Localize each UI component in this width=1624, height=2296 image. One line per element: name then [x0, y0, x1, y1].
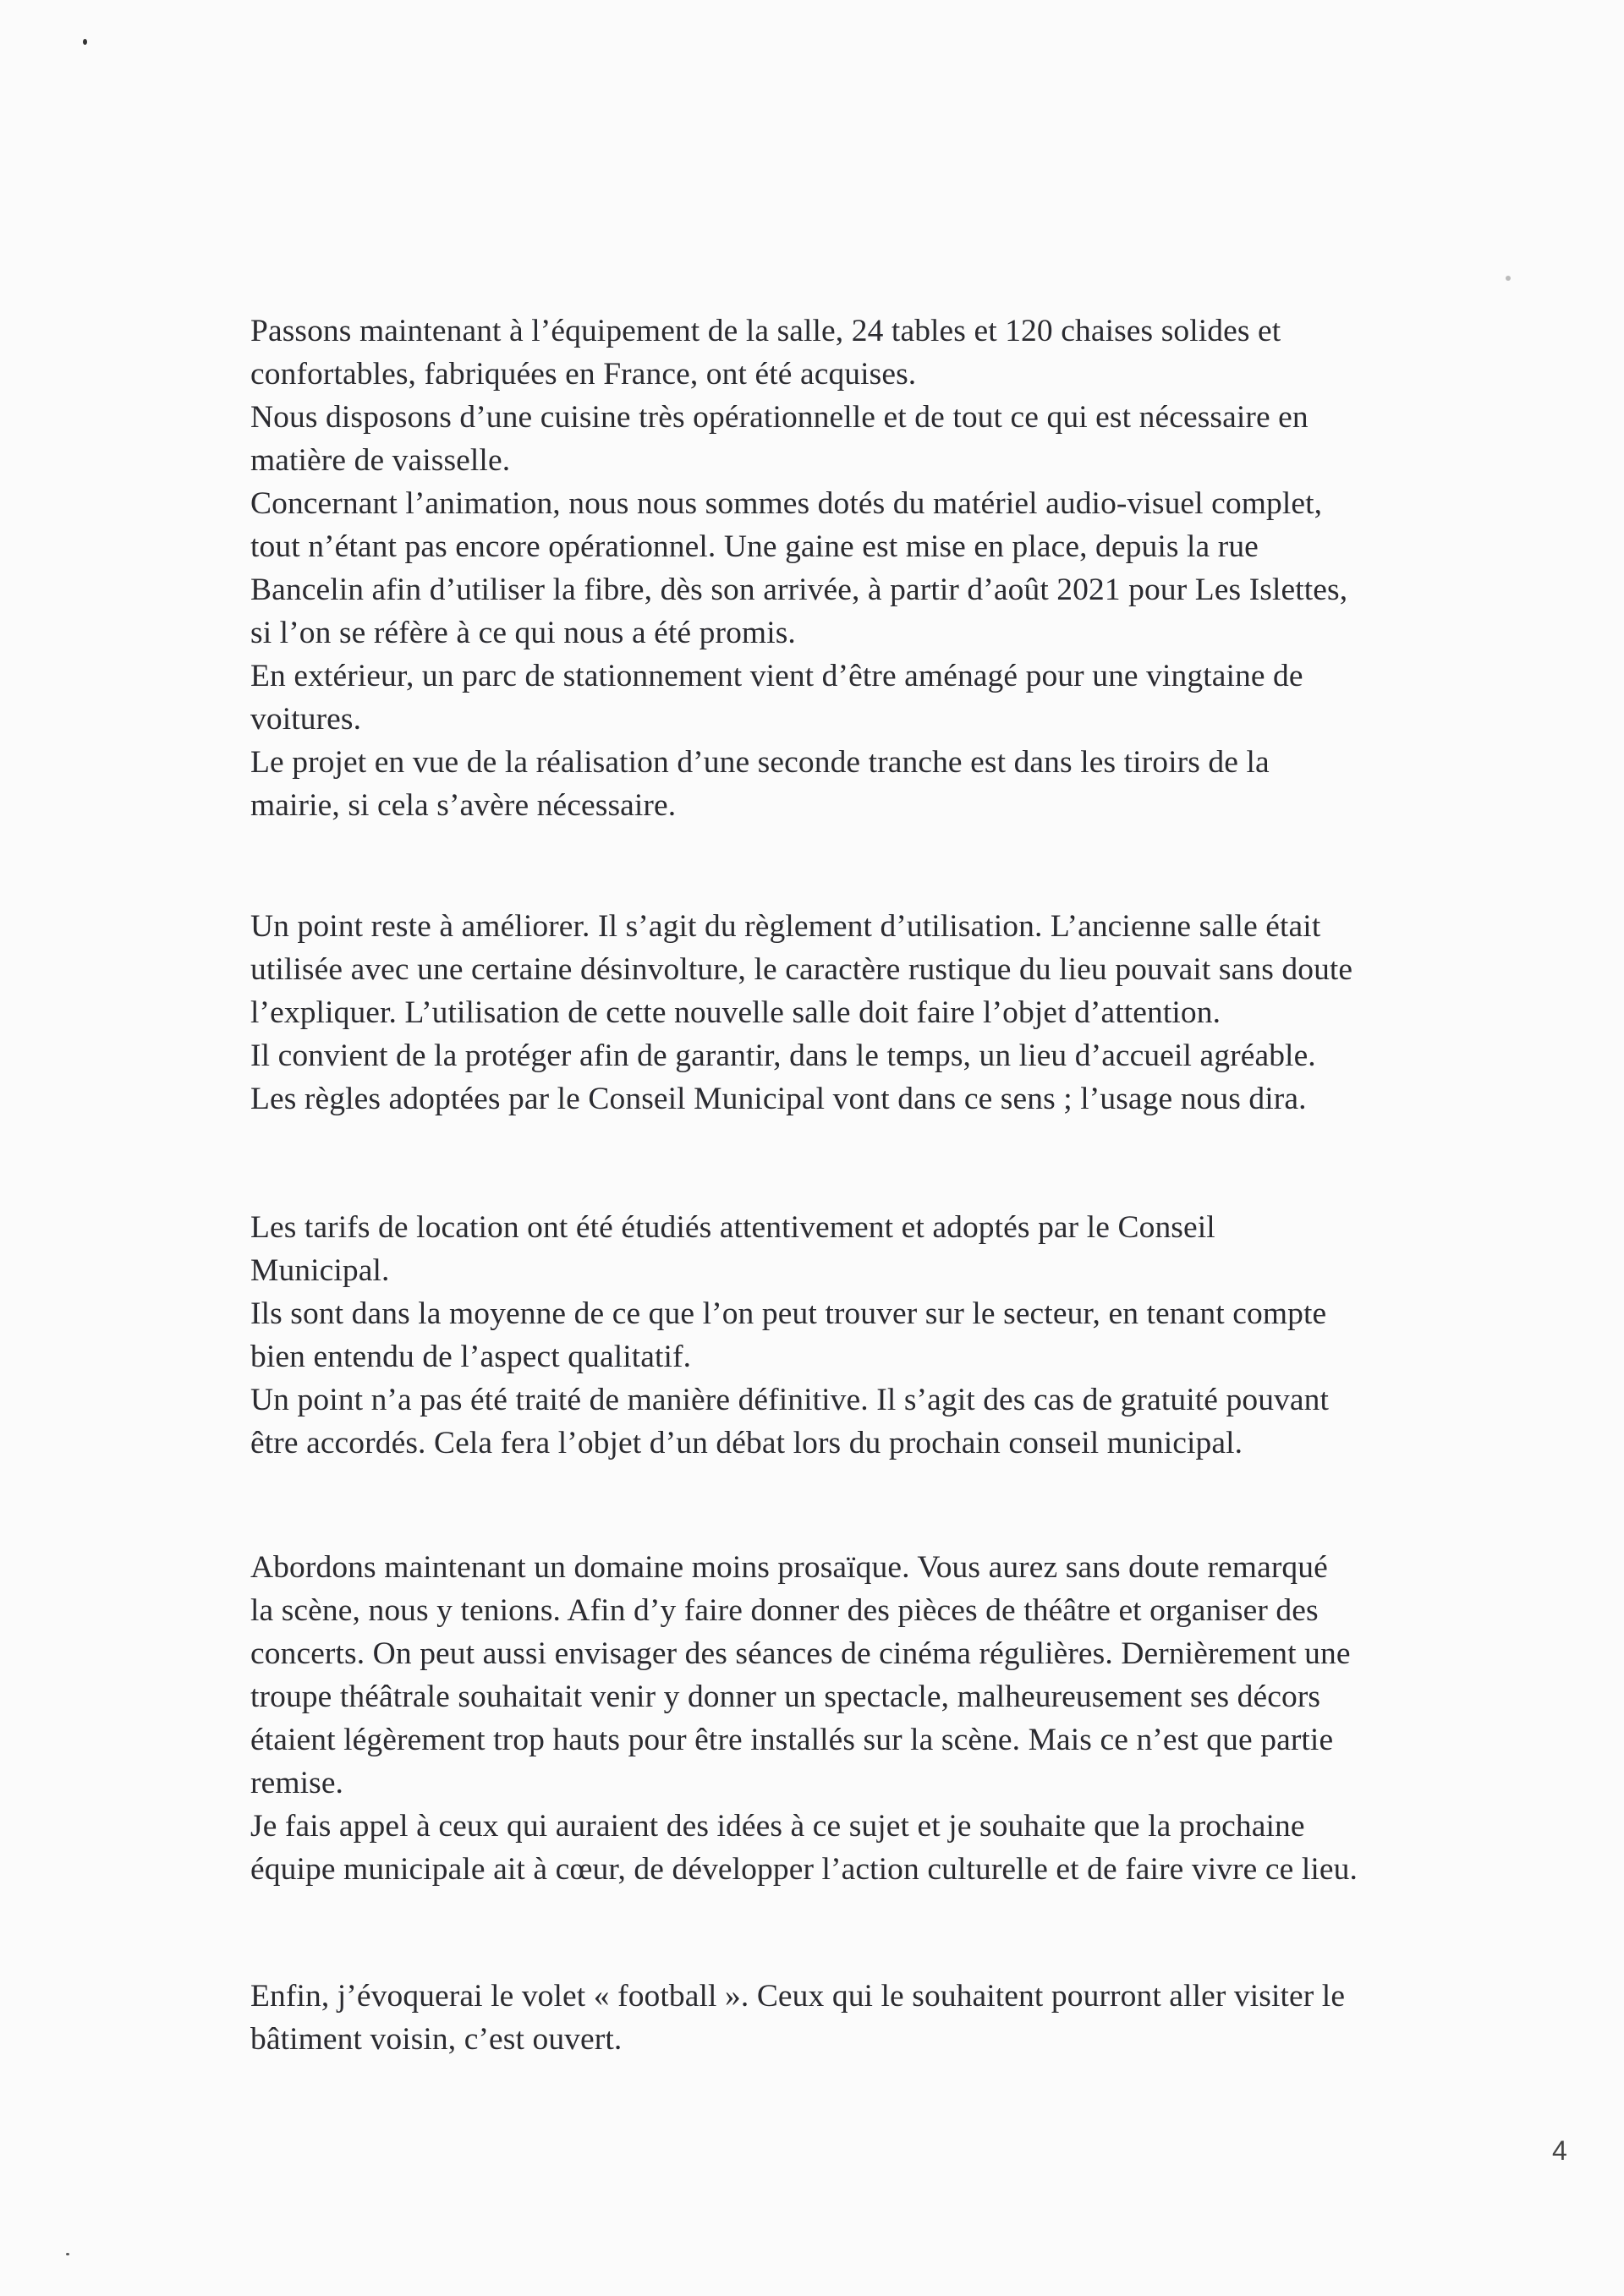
text-line: Il convient de la protéger afin de garantir, dans le temps, un lieu d’accueil agréable.	[250, 1038, 1316, 1073]
text-line: remise.	[250, 1766, 344, 1800]
text-line: Je fais appel à ceux qui auraient des idées à ce sujet et je souhaite que la prochaine	[250, 1809, 1305, 1844]
text-line: être accordés. Cela fera l’objet d’un débat lors du prochain conseil municipal.	[250, 1426, 1243, 1460]
text-line: Ils sont dans la moyenne de ce que l’on peut trouver sur le secteur, en tenant compte	[250, 1296, 1327, 1331]
paragraph-rates	[250, 1206, 1528, 1465]
text-line: si l’on se réfère à ce qui nous a été promis.	[250, 616, 796, 650]
text-line: Concernant l’animation, nous nous sommes dotés du matériel audio-visuel complet,	[250, 486, 1323, 521]
text-line: Le projet en vue de la réalisation d’une seconde tranche est dans les tiroirs de la	[250, 745, 1270, 780]
text-line: Les règles adoptées par le Conseil Municipal vont dans ce sens ; l’usage nous dira.	[250, 1082, 1307, 1116]
scan-speck	[83, 39, 87, 45]
paragraph-rules	[250, 905, 1528, 1121]
text-line: bâtiment voisin, c’est ouvert.	[250, 2022, 623, 2057]
text-line: concerts. On peut aussi envisager des séances de cinéma régulières. Dernièrement une	[250, 1636, 1351, 1671]
text-line: Bancelin afin d’utiliser la fibre, dès son arrivée, à partir d’août 2021 pour Les Islettes,	[250, 573, 1348, 607]
text-line: Nous disposons d’une cuisine très opérationnelle et de tout ce qui est nécessaire en	[250, 400, 1309, 435]
paragraph-equipment	[250, 310, 1528, 827]
text-line: voitures.	[250, 702, 362, 737]
text-line: Municipal.	[250, 1253, 390, 1288]
text-line: utilisée avec une certaine désinvolture, le caractère rustique du lieu pouvait sans doute	[250, 952, 1353, 987]
text-line: l’expliquer. L’utilisation de cette nouvelle salle doit faire l’objet d’attention.	[250, 995, 1221, 1030]
text-line: Enfin, j’évoquerai le volet « football ». Ceux qui le souhaitent pourront aller visiter le	[250, 1979, 1346, 2014]
scan-speck	[1506, 276, 1511, 281]
paragraph-football	[250, 1975, 1528, 2061]
text-line: Passons maintenant à l’équipement de la salle, 24 tables et 120 chaises solides et	[250, 314, 1281, 348]
text-line: matière de vaisselle.	[250, 443, 511, 478]
text-line: Abordons maintenant un domaine moins prosaïque. Vous aurez sans doute remarqué	[250, 1550, 1328, 1585]
text-line: confortables, fabriquées en France, ont été acquises.	[250, 357, 917, 392]
text-line: Un point reste à améliorer. Il s’agit du règlement d’utilisation. L’ancienne salle était	[250, 909, 1321, 944]
paragraph-culture	[250, 1546, 1528, 1891]
text-line: équipe municipale ait à cœur, de développer l’action culturelle et de faire vivre ce lieu.	[250, 1852, 1358, 1887]
text-line: tout n’étant pas encore opérationnel. Une gaine est mise en place, depuis la rue	[250, 529, 1259, 564]
text-line: bien entendu de l’aspect qualitatif.	[250, 1340, 692, 1374]
text-line: troupe théâtrale souhaitait venir y donner un spectacle, malheureusement ses décors	[250, 1680, 1321, 1714]
text-line: étaient légèrement trop hauts pour être installés sur la scène. Mais ce n’est que partie	[250, 1723, 1334, 1757]
page-number: 4	[1552, 2135, 1567, 2166]
text-line: mairie, si cela s’avère nécessaire.	[250, 788, 677, 823]
scan-speck	[66, 2253, 69, 2255]
text-line: Un point n’a pas été traité de manière définitive. Il s’agit des cas de gratuité pouvant	[250, 1383, 1330, 1417]
text-line: Les tarifs de location ont été étudiés attentivement et adoptés par le Conseil	[250, 1210, 1215, 1245]
text-line: En extérieur, un parc de stationnement vient d’être aménagé pour une vingtaine de	[250, 659, 1303, 693]
text-line: la scène, nous y tenions. Afin d’y faire donner des pièces de théâtre et organiser des	[250, 1593, 1319, 1628]
